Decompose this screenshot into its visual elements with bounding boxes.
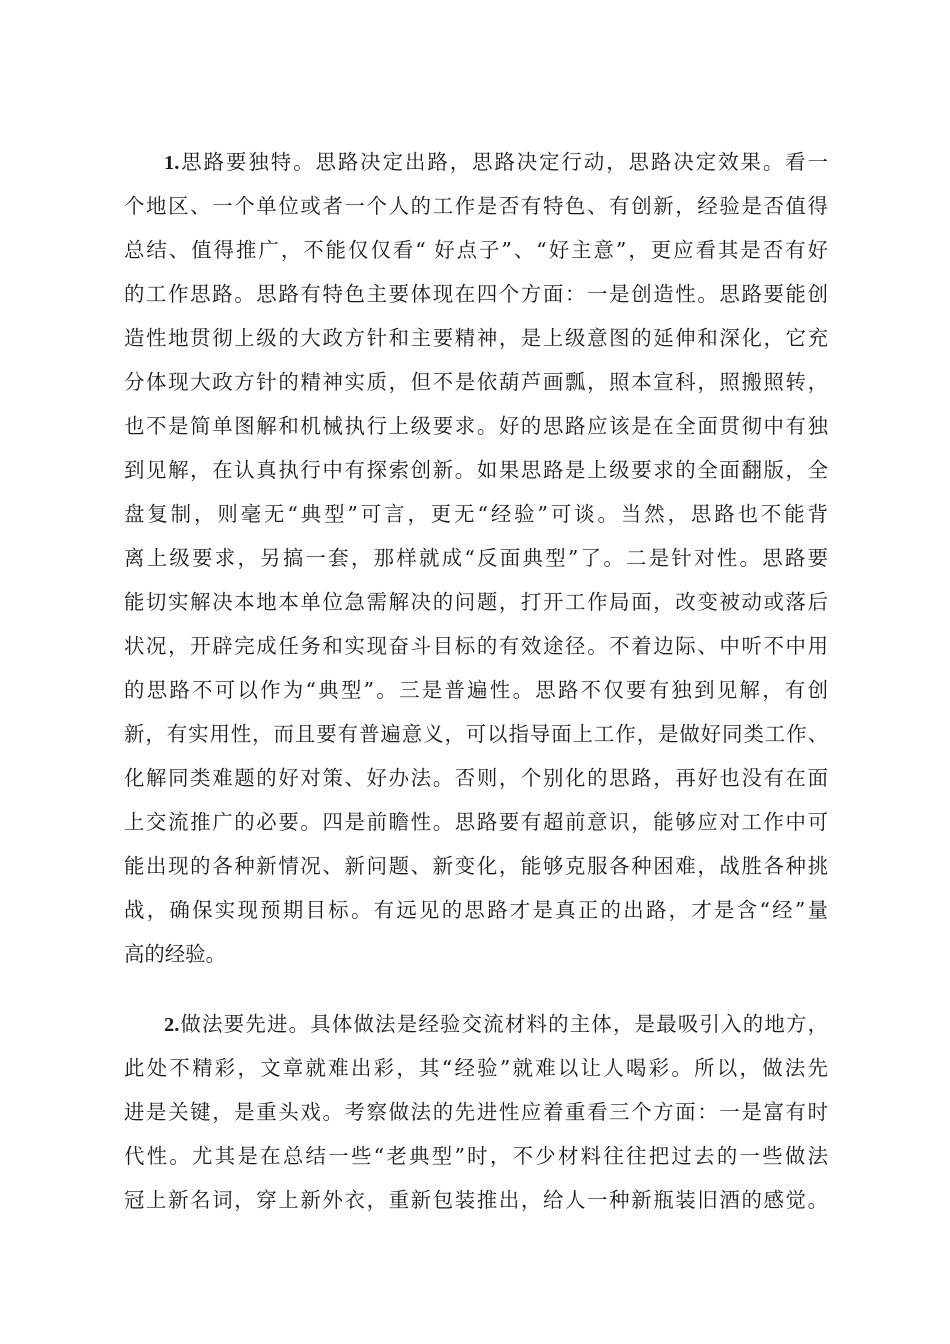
paragraph-line: 能出现的各种新情况、新问题、新变化，能够克服各种困难，战胜各种挑 (124, 854, 828, 878)
section-number: 2. (164, 1014, 180, 1036)
paragraph-line: 战，确保实现预期目标。有远见的思路才是真正的出路，才是含“经”量 (124, 898, 828, 922)
paragraph-line: 化解同类难题的好对策、好办法。否则，个别化的思路，再好也没有在面 (124, 766, 828, 790)
paragraph-line: 个地区、一个单位或者一个人的工作是否有特色、有创新，经验是否值得 (124, 194, 828, 218)
paragraph-line: 冠上新名词，穿上新外衣，重新包装推出，给人一种新瓶装旧酒的感觉。 (124, 1188, 828, 1212)
paragraph-line: 离上级要求，另搞一套，那样就成“反面典型”了。二是针对性。思路要 (124, 546, 828, 570)
paragraph-line: 能切实解决本地本单位急需解决的问题，打开工作局面，改变被动或落后 (124, 590, 828, 614)
paragraph-line: 上交流推广的必要。四是前瞻性。思路要有超前意识，能够应对工作中可 (124, 810, 828, 834)
paragraph-line: 代性。尤其是在总结一些“老典型”时，不少材料往往把过去的一些做法 (124, 1144, 828, 1168)
section-number: 1. (164, 152, 180, 174)
paragraph-line: 也不是简单图解和机械执行上级要求。好的思路应该是在全面贯彻中有独 (124, 414, 828, 438)
paragraph-line: 状况，开辟完成任务和实现奋斗目标的有效途径。不着边际、中听不中用 (124, 634, 828, 658)
paragraph-line: 总结、值得推广，不能仅仅看“ 好点子”、“好主意”，更应看其是否有好 (124, 238, 828, 262)
paragraph-line: 新，有实用性，而且要有普遍意义，可以指导面上工作，是做好同类工作、 (124, 722, 828, 746)
paragraph-line: 2.做法要先进。具体做法是经验交流材料的主体，是最吸引入的地方， (164, 1012, 828, 1036)
paragraph-line: 高的经验。 (124, 942, 226, 966)
paragraph-line: 分体现大政方针的精神实质，但不是依葫芦画瓢，照本宣科，照搬照转， (124, 370, 828, 394)
paragraph-line: 的思路不可以作为“典型”。三是普遍性。思路不仅要有独到见解，有创 (124, 678, 828, 702)
paragraph-line: 进是关键，是重头戏。考察做法的先进性应着重看三个方面：一是富有时 (124, 1100, 828, 1124)
paragraph-line: 的工作思路。思路有特色主要体现在四个方面：一是创造性。思路要能创 (124, 282, 828, 306)
paragraph-line: 造性地贯彻上级的大政方针和主要精神，是上级意图的延伸和深化，它充 (124, 326, 828, 350)
paragraph-line: 此处不精彩，文章就难出彩，其“经验”就难以让人喝彩。所以，做法先 (124, 1056, 828, 1080)
paragraph-line: 1.思路要独特。思路决定出路，思路决定行动，思路决定效果。看一 (164, 150, 828, 174)
paragraph-line: 到见解，在认真执行中有探索创新。如果思路是上级要求的全面翻版，全 (124, 458, 828, 482)
paragraph-line: 盘复制，则毫无“典型”可言，更无“经验”可谈。当然，思路也不能背 (124, 502, 828, 526)
